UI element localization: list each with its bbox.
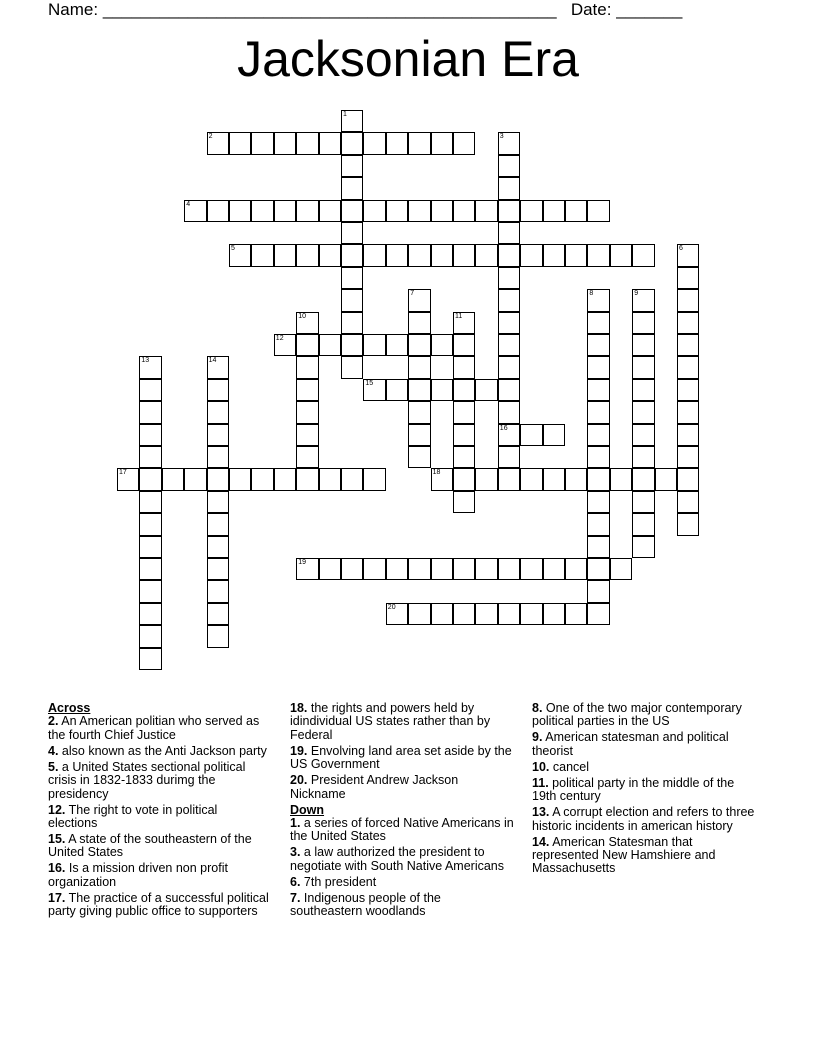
grid-cell[interactable] xyxy=(565,558,587,580)
grid-cell[interactable] xyxy=(296,244,318,266)
clue-across-2: 2. An American politian who served as the fourth Chief Justice xyxy=(48,714,260,742)
grid-cell[interactable] xyxy=(677,312,699,334)
clue-number: 12 xyxy=(275,335,284,342)
grid-cell[interactable] xyxy=(587,312,609,334)
grid-cell[interactable] xyxy=(408,356,430,378)
grid-cell[interactable] xyxy=(543,558,565,580)
grid-cell[interactable] xyxy=(274,132,296,154)
name-line[interactable]: ________________________________________________ xyxy=(102,0,557,19)
grid-cell[interactable] xyxy=(408,446,430,468)
grid-cell[interactable] xyxy=(363,468,385,490)
grid-cell[interactable] xyxy=(677,379,699,401)
grid-cell[interactable] xyxy=(207,491,229,513)
grid-cell[interactable] xyxy=(498,356,520,378)
grid-cell[interactable] xyxy=(408,200,430,222)
grid-cell[interactable] xyxy=(341,244,363,266)
grid-cell[interactable] xyxy=(453,244,475,266)
grid-cell[interactable] xyxy=(677,334,699,356)
grid-cell[interactable] xyxy=(453,312,475,334)
grid-cell[interactable] xyxy=(587,334,609,356)
grid-cell[interactable] xyxy=(453,424,475,446)
clue-number: 8 xyxy=(589,290,594,298)
grid-cell[interactable] xyxy=(632,536,654,558)
grid-cell[interactable] xyxy=(475,200,497,222)
grid-cell[interactable] xyxy=(341,558,363,580)
grid-cell[interactable] xyxy=(632,289,654,311)
grid-cell[interactable] xyxy=(341,312,363,334)
grid-cell[interactable] xyxy=(207,468,229,490)
grid-cell[interactable] xyxy=(632,312,654,334)
grid-cell[interactable] xyxy=(139,536,161,558)
grid-cell[interactable] xyxy=(632,446,654,468)
grid-cell[interactable] xyxy=(632,356,654,378)
grid-cell[interactable] xyxy=(587,401,609,423)
grid-cell[interactable] xyxy=(453,603,475,625)
grid-cell[interactable] xyxy=(139,648,161,670)
grid-cell[interactable] xyxy=(296,379,318,401)
grid-cell[interactable] xyxy=(453,200,475,222)
grid-cell[interactable] xyxy=(453,491,475,513)
grid-cell[interactable] xyxy=(386,558,408,580)
grid-cell[interactable] xyxy=(543,424,565,446)
grid-cell[interactable] xyxy=(139,379,161,401)
grid-cell[interactable] xyxy=(498,289,520,311)
clue-down-9: 9. American statesman and political theorist xyxy=(532,730,729,758)
grid-cell[interactable] xyxy=(274,468,296,490)
grid-cell[interactable] xyxy=(139,446,161,468)
grid-cell[interactable] xyxy=(207,132,229,154)
clue-number: 4 xyxy=(186,200,191,208)
grid-cell[interactable] xyxy=(274,244,296,266)
grid-cell[interactable] xyxy=(207,625,229,647)
grid-cell[interactable] xyxy=(207,603,229,625)
grid-cell[interactable] xyxy=(565,468,587,490)
grid-cell[interactable] xyxy=(139,580,161,602)
clue-down-13: 13. A corrupt election and refers to three historic incidents in american history xyxy=(532,805,755,833)
grid-cell[interactable] xyxy=(587,513,609,535)
clue-across-5: 5. a United States sectional political crisis in 1832-1833 durimg the presidency xyxy=(48,759,246,801)
grid-cell[interactable] xyxy=(453,356,475,378)
grid-cell[interactable] xyxy=(251,132,273,154)
clue-number: 11 xyxy=(455,312,463,320)
clue-down-3: 3. a law authorized the president to negotiate with South Native Americans xyxy=(290,845,505,873)
grid-cell[interactable] xyxy=(677,424,699,446)
grid-cell[interactable] xyxy=(341,334,363,356)
grid-cell[interactable] xyxy=(207,424,229,446)
clue-number: 20 xyxy=(387,603,396,611)
grid-cell[interactable] xyxy=(453,334,475,356)
grid-cell[interactable] xyxy=(296,468,318,490)
clue-across-19: 19. Envolving land area set aside by the US Government xyxy=(290,743,512,772)
grid-cell[interactable] xyxy=(207,580,229,602)
grid-cell[interactable] xyxy=(520,603,542,625)
grid-cell[interactable] xyxy=(319,558,341,580)
grid-cell[interactable] xyxy=(475,603,497,625)
grid-cell[interactable] xyxy=(319,468,341,490)
clue-number: 6 xyxy=(679,245,683,253)
grid-cell[interactable] xyxy=(610,244,632,266)
grid-cell[interactable] xyxy=(498,244,520,266)
grid-cell[interactable] xyxy=(498,558,520,580)
name-label: Name: xyxy=(48,0,99,19)
grid-cell[interactable] xyxy=(341,289,363,311)
clue-down-10: 10. cancel xyxy=(532,759,590,774)
grid-cell[interactable] xyxy=(498,446,520,468)
grid-cell[interactable] xyxy=(408,401,430,423)
grid-cell[interactable] xyxy=(520,558,542,580)
grid-cell[interactable] xyxy=(207,446,229,468)
grid-cell[interactable] xyxy=(363,200,385,222)
grid-cell[interactable] xyxy=(386,132,408,154)
clue-down-14: 14. American Statesman that represented New Hamshiere and Massachusetts xyxy=(532,834,716,876)
grid-cell[interactable] xyxy=(431,558,453,580)
date-label: Date: xyxy=(570,0,612,19)
grid-cell[interactable] xyxy=(498,334,520,356)
clue-down-7: 7. Indigenous people of the southeastern woodlands xyxy=(290,890,441,919)
clue-number: 16 xyxy=(499,424,508,432)
clue-across-17: 17. The practice of a successful political party giving public office to supporters xyxy=(48,890,269,919)
grid-cell[interactable] xyxy=(453,132,475,154)
grid-cell[interactable] xyxy=(251,200,273,222)
grid-cell[interactable] xyxy=(207,200,229,222)
clue-column-2 xyxy=(290,702,515,921)
grid-cell[interactable] xyxy=(408,334,430,356)
grid-cell[interactable] xyxy=(498,155,520,177)
grid-cell[interactable] xyxy=(139,401,161,423)
grid-cell[interactable] xyxy=(587,468,609,490)
grid-cell[interactable] xyxy=(453,468,475,490)
grid-cell[interactable] xyxy=(677,289,699,311)
date-line[interactable]: _______ xyxy=(616,0,683,19)
grid-cell[interactable] xyxy=(453,558,475,580)
grid-cell[interactable] xyxy=(386,379,408,401)
grid-cell[interactable] xyxy=(341,222,363,244)
grid-cell[interactable] xyxy=(587,289,609,311)
grid-cell[interactable] xyxy=(296,312,318,334)
clue-number: 14 xyxy=(208,357,217,365)
clue-number: 15 xyxy=(365,379,374,387)
grid-cell[interactable] xyxy=(341,468,363,490)
grid-cell[interactable] xyxy=(341,200,363,222)
clue-number: 10 xyxy=(298,312,306,320)
clue-number: 19 xyxy=(298,559,306,566)
grid-cell[interactable] xyxy=(431,334,453,356)
grid-cell[interactable] xyxy=(408,244,430,266)
clue-across-16: 16. Is a mission driven non profit organization xyxy=(48,861,228,889)
grid-cell[interactable] xyxy=(363,558,385,580)
grid-cell[interactable] xyxy=(296,356,318,378)
grid-cell[interactable] xyxy=(184,468,206,490)
grid-cell[interactable] xyxy=(453,446,475,468)
clue-down-8: 8. One of the two major contemporary political parties in the US xyxy=(532,701,742,729)
grid-cell[interactable] xyxy=(296,401,318,423)
grid-cell[interactable] xyxy=(296,558,318,580)
clue-number: 3 xyxy=(499,133,504,141)
grid-cell[interactable] xyxy=(498,379,520,401)
grid-cell[interactable] xyxy=(632,379,654,401)
grid-cell[interactable] xyxy=(677,267,699,289)
grid-cell[interactable] xyxy=(543,200,565,222)
grid-cell[interactable] xyxy=(632,468,654,490)
grid-cell[interactable] xyxy=(363,244,385,266)
grid-cell[interactable] xyxy=(677,356,699,378)
clue-down-6: 6. 7th president xyxy=(290,874,377,889)
grid-cell[interactable] xyxy=(251,244,273,266)
grid-cell[interactable] xyxy=(498,603,520,625)
clue-column-1 xyxy=(48,702,270,921)
grid-cell[interactable] xyxy=(587,491,609,513)
grid-cell[interactable] xyxy=(677,468,699,490)
grid-cell[interactable] xyxy=(408,312,430,334)
grid-cell[interactable] xyxy=(431,603,453,625)
grid-cell[interactable] xyxy=(520,468,542,490)
grid-cell[interactable] xyxy=(587,603,609,625)
grid-cell[interactable] xyxy=(632,513,654,535)
grid-cell[interactable] xyxy=(431,132,453,154)
grid-cell[interactable] xyxy=(565,244,587,266)
grid-cell[interactable] xyxy=(632,334,654,356)
grid-cell[interactable] xyxy=(139,424,161,446)
grid-cell[interactable] xyxy=(229,132,251,154)
grid-cell[interactable] xyxy=(408,603,430,625)
grid-cell[interactable] xyxy=(632,424,654,446)
grid-cell[interactable] xyxy=(207,379,229,401)
grid-cell[interactable] xyxy=(587,446,609,468)
grid-cell[interactable] xyxy=(587,558,609,580)
clue-across-18: 18. the rights and powers held by idindividual US states rather than by Federal xyxy=(290,701,491,742)
clue-across-15: 15. A state of the southeastern of the United States xyxy=(48,832,252,860)
grid-cell[interactable] xyxy=(587,200,609,222)
grid-cell[interactable] xyxy=(274,200,296,222)
grid-cell[interactable] xyxy=(453,379,475,401)
grid-cell[interactable] xyxy=(139,603,161,625)
grid-cell[interactable] xyxy=(543,244,565,266)
grid-cell[interactable] xyxy=(207,401,229,423)
grid-cell[interactable] xyxy=(139,491,161,513)
grid-cell[interactable] xyxy=(610,468,632,490)
grid-cell[interactable] xyxy=(498,312,520,334)
grid-cell[interactable] xyxy=(408,132,430,154)
grid-cell[interactable] xyxy=(408,558,430,580)
grid-cell[interactable] xyxy=(251,468,273,490)
grid-cell[interactable] xyxy=(229,468,251,490)
across-heading: Across xyxy=(48,701,91,715)
clue-number: 17 xyxy=(119,469,127,477)
grid-cell[interactable] xyxy=(386,603,408,625)
grid-cell[interactable] xyxy=(431,468,453,490)
grid-cell[interactable] xyxy=(386,334,408,356)
clue-number: 1 xyxy=(343,111,347,118)
clue-down-1: 1. a series of forced Native Americans in the United States xyxy=(290,816,514,844)
grid-cell[interactable] xyxy=(498,200,520,222)
grid-cell[interactable] xyxy=(229,200,251,222)
grid-cell[interactable] xyxy=(475,244,497,266)
grid-cell[interactable] xyxy=(677,491,699,513)
down-heading: Down xyxy=(290,802,325,817)
grid-cell[interactable] xyxy=(498,267,520,289)
grid-cell[interactable] xyxy=(139,356,161,378)
grid-cell[interactable] xyxy=(207,513,229,535)
grid-cell[interactable] xyxy=(296,200,318,222)
grid-cell[interactable] xyxy=(475,379,497,401)
clue-number: 18 xyxy=(432,469,441,477)
grid-cell[interactable] xyxy=(587,379,609,401)
grid-cell[interactable] xyxy=(677,244,699,266)
grid-cell[interactable] xyxy=(386,200,408,222)
grid-cell[interactable] xyxy=(587,424,609,446)
grid-cell[interactable] xyxy=(677,513,699,535)
grid-cell[interactable] xyxy=(408,379,430,401)
grid-cell[interactable] xyxy=(296,424,318,446)
grid-cell[interactable] xyxy=(341,267,363,289)
grid-cell[interactable] xyxy=(207,558,229,580)
grid-cell[interactable] xyxy=(565,603,587,625)
grid-cell[interactable] xyxy=(431,200,453,222)
grid-cell[interactable] xyxy=(498,468,520,490)
page-title: Jacksonian Era xyxy=(237,31,579,87)
clue-number: 2 xyxy=(208,133,213,141)
grid-cell[interactable] xyxy=(587,536,609,558)
grid-cell[interactable] xyxy=(296,446,318,468)
grid-cell[interactable] xyxy=(565,200,587,222)
grid-cell[interactable] xyxy=(453,401,475,423)
clue-across-20: 20. President Andrew Jackson Nickname xyxy=(290,773,459,801)
grid-cell[interactable] xyxy=(184,200,206,222)
grid-cell[interactable] xyxy=(319,200,341,222)
clue-across-12: 12. The right to vote in political elections xyxy=(48,802,218,831)
clue-across-4: 4. also known as the Anti Jackson party xyxy=(48,743,267,758)
clue-number: 9 xyxy=(634,290,639,298)
grid-cell[interactable] xyxy=(587,580,609,602)
grid-cell[interactable] xyxy=(408,424,430,446)
grid-cell[interactable] xyxy=(587,244,609,266)
grid-cell[interactable] xyxy=(341,155,363,177)
grid-cell[interactable] xyxy=(655,468,677,490)
grid-cell[interactable] xyxy=(139,625,161,647)
grid-cell[interactable] xyxy=(139,558,161,580)
grid-cell[interactable] xyxy=(139,468,161,490)
grid-cell[interactable] xyxy=(319,132,341,154)
grid-cell[interactable] xyxy=(363,334,385,356)
clue-number: 7 xyxy=(410,290,415,298)
grid-cell[interactable] xyxy=(632,244,654,266)
clue-number: 5 xyxy=(231,245,235,253)
grid-cell[interactable] xyxy=(610,558,632,580)
grid-cell[interactable] xyxy=(319,334,341,356)
grid-cell[interactable] xyxy=(341,110,363,132)
grid-cell[interactable] xyxy=(498,222,520,244)
grid-cell[interactable] xyxy=(543,603,565,625)
grid-cell[interactable] xyxy=(677,446,699,468)
grid-cell[interactable] xyxy=(162,468,184,490)
grid-cell[interactable] xyxy=(498,424,520,446)
grid-cell[interactable] xyxy=(475,468,497,490)
grid-cell[interactable] xyxy=(498,132,520,154)
clue-number: 13 xyxy=(141,357,150,365)
grid-cell[interactable] xyxy=(475,558,497,580)
grid-cell[interactable] xyxy=(341,132,363,154)
grid-cell[interactable] xyxy=(139,513,161,535)
clue-column-3 xyxy=(532,702,757,878)
grid-cell[interactable] xyxy=(296,132,318,154)
grid-cell[interactable] xyxy=(520,424,542,446)
grid-cell[interactable] xyxy=(431,244,453,266)
grid-cell[interactable] xyxy=(341,177,363,199)
grid-cell[interactable] xyxy=(408,289,430,311)
grid-cell[interactable] xyxy=(543,468,565,490)
grid-cell[interactable] xyxy=(207,536,229,558)
grid-cell[interactable] xyxy=(274,334,296,356)
grid-cell[interactable] xyxy=(498,177,520,199)
grid-cell[interactable] xyxy=(229,244,251,266)
grid-cell[interactable] xyxy=(431,379,453,401)
grid-cell[interactable] xyxy=(677,401,699,423)
clue-down-11: 11. political party in the middle of the 19th century xyxy=(532,775,735,804)
grid-cell[interactable] xyxy=(117,468,139,490)
grid-cell[interactable] xyxy=(520,244,542,266)
grid-cell[interactable] xyxy=(587,356,609,378)
grid-cell[interactable] xyxy=(632,401,654,423)
grid-cell[interactable] xyxy=(632,491,654,513)
grid-cell[interactable] xyxy=(363,379,385,401)
grid-cell[interactable] xyxy=(296,334,318,356)
grid-cell[interactable] xyxy=(520,200,542,222)
grid-cell[interactable] xyxy=(363,132,385,154)
grid-cell[interactable] xyxy=(341,356,363,378)
grid-cell[interactable] xyxy=(498,401,520,423)
grid-cell[interactable] xyxy=(319,244,341,266)
grid-cell[interactable] xyxy=(386,244,408,266)
grid-cell[interactable] xyxy=(207,356,229,378)
